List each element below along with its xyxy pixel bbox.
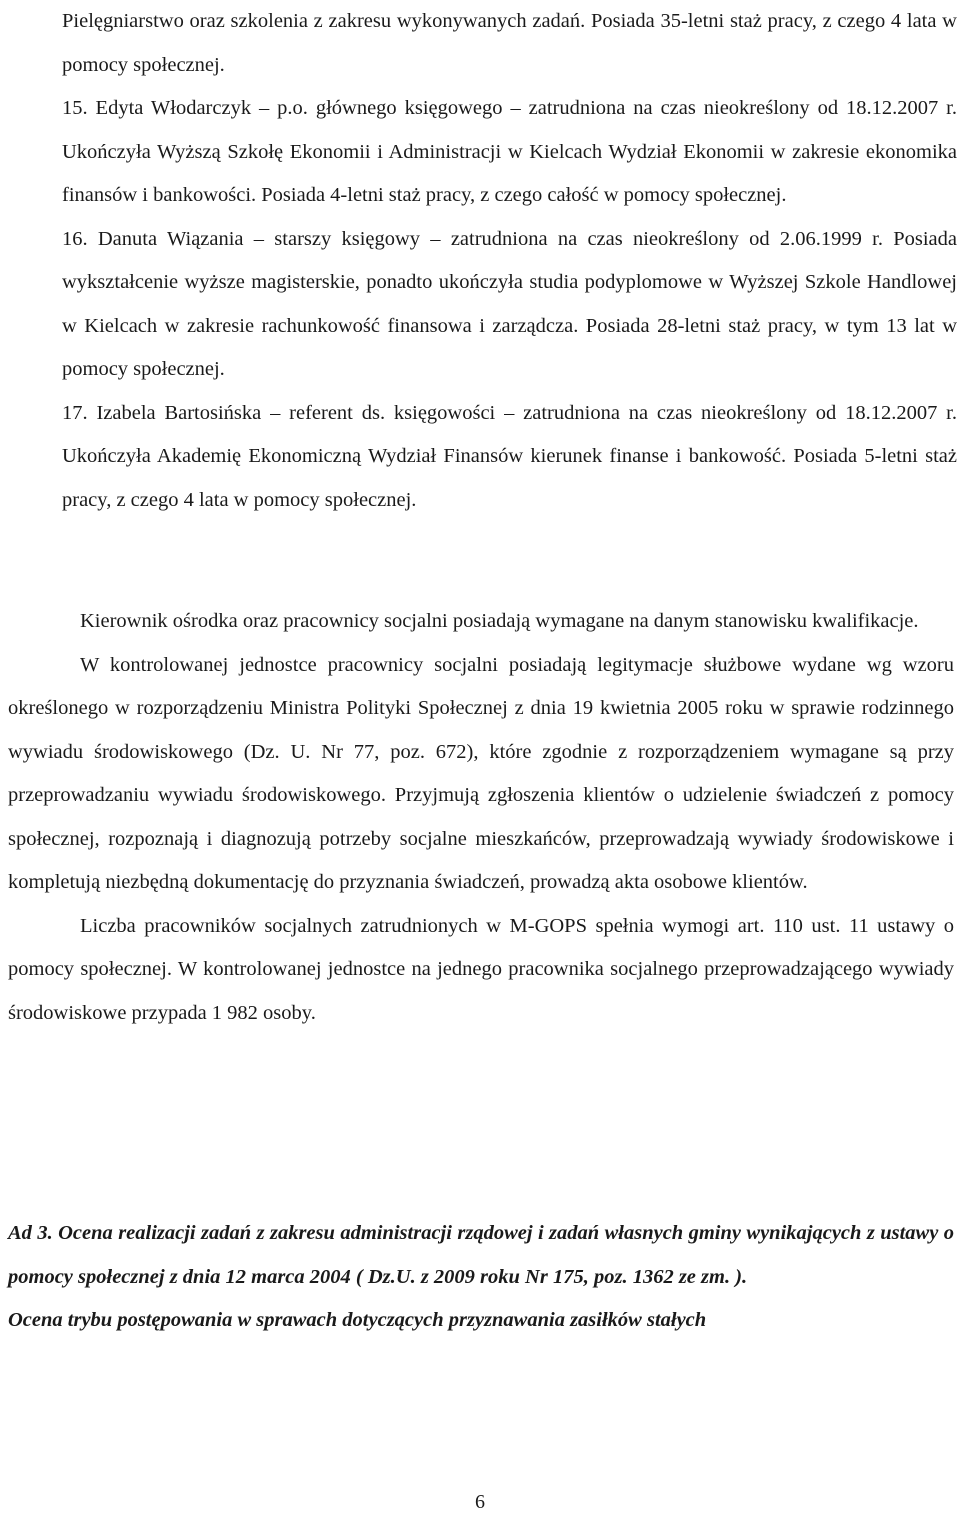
staff-item-17: 17. Izabela Bartosińska – referent ds. księgowości – zatrudniona na czas nieokreślony od 18.12.2007 r. Ukończyła Akademię Ekonomiczną Wydział Finansów kierunek finanse i bankowość. Posiada 5-letni staż pracy, z czego 4 lata w pomocy społecznej. — [62, 401, 957, 511]
heading-subtitle: Ocena trybu postępowania w sprawach dotyczących przyznawania zasiłków stałych — [8, 1309, 707, 1331]
staff-list — [62, 0, 957, 522]
staff-item-15: 15. Edyta Włodarczyk – p.o. głównego księgowego – zatrudniona na czas nieokreślony od 18.12.2007 r. Ukończyła Wyższą Szkołę Ekonomii i Administracji w Kielcach Wydział Ekonomii w zakresie ekonomika finansów i bankowości. Posiada 4-letni staż pracy, z czego całość w pomocy społecznej. — [62, 97, 957, 206]
paragraph-qualifications: Kierownik ośrodka oraz pracownicy socjalni posiadają wymagane na danym stanowisku kwalifikacje. — [80, 610, 919, 632]
body-section — [8, 600, 954, 1035]
page-number: 6 — [475, 1491, 485, 1513]
staff-item-14-tail: Pielęgniarstwo oraz szkolenia z zakresu wykonywanych zadań. Posiada 35-letni staż pracy, z czego 4 lata w pomocy społecznej. — [62, 10, 957, 76]
paragraph-legitimations: W kontrolowanej jednostce pracownicy socjalni posiadają legitymacje służbowe wydane wg wzoru określonego w rozporządzeniu Ministra Polityki Społecznej z dnia 19 kwietnia 2005 roku w sprawie rodzinnego wywiadu środowiskowego (Dz. U. Nr 77, poz. 672), które zgodnie z rozporządzeniem wymagane są przy przeprowadzaniu wywiadu środowiskowego. Przyjmują zgłoszenia klientów o udzielenie świadczeń z pomocy społecznej, rozpoznają i diagnozują potrzeby socjalne mieszkańców, przeprowadzają wywiady środowiskowe i kompletują niezbędną dokumentację do przyznania świadczeń, prowadzą akta osobowe klientów. — [8, 653, 954, 893]
section-heading — [8, 1212, 954, 1343]
paragraph-staff-count: Liczba pracowników socjalnych zatrudnionych w M-GOPS spełnia wymogi art. 110 ust. 11 ustawy o pomocy społecznej. W kontrolowanej jednostce na jednego pracownika socjalnego przeprowadzającego wywiady środowiskowe przypada 1 982 osoby. — [8, 914, 954, 1024]
heading-ad3: Ad 3. Ocena realizacji zadań z zakresu administracji rządowej i zadań własnych gminy wynikających z ustawy o pomocy społecznej z dnia 12 marca 2004 ( Dz.U. z 2009 roku Nr 175, poz. 1362 ze zm. ). — [8, 1222, 954, 1288]
staff-item-16: 16. Danuta Wiązania – starszy księgowy – zatrudniona na czas nieokreślony od 2.06.1999 r. Posiada wykształcenie wyższe magisterskie, ponadto ukończyła studia podyplomowe w Wyższej Szkole Handlowej w Kielcach w zakresie rachunkowość finansowa i zarządcza. Posiada 28-letni staż pracy, w tym 13 lat w pomocy społecznej. — [62, 227, 957, 380]
